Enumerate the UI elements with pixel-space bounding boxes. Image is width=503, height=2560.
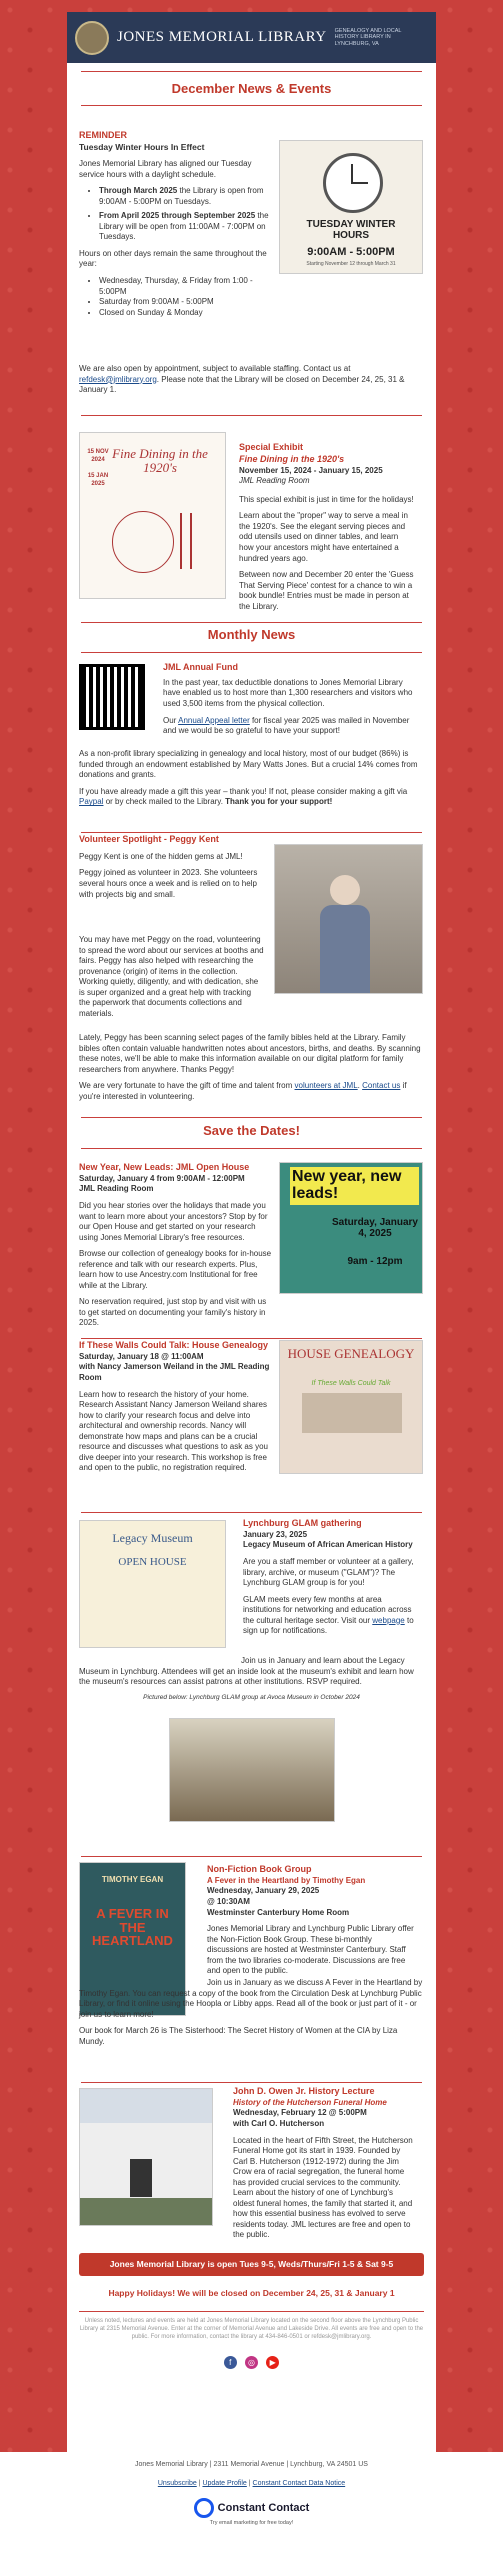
event-when: Saturday, January 4 from 9:00AM - 12:00PM bbox=[79, 1173, 245, 1183]
avatar bbox=[330, 875, 360, 905]
divider bbox=[81, 1148, 422, 1149]
youtube-icon[interactable]: ▶ bbox=[266, 2356, 279, 2369]
volunteer-section-bottom: Lately, Peggy has been scanning select pages of the family bibles held at the Library. Family bibles often contain valuable handwritten notes about ancestors, births, and deaths. By scanning these notes, we'll be able to make this information available on our digital platform for family researchers from anywhere. Thanks Peggy! We are very fortunate to have the gift of time and talent from volunteers at JML. Contact us if you're interested in volunteering. bbox=[79, 1033, 424, 1108]
fine-dining-image bbox=[79, 432, 226, 599]
data-notice-link[interactable]: Constant Contact Data Notice bbox=[252, 2480, 346, 2488]
flyer-subtitle: OPEN HOUSE bbox=[118, 1556, 187, 1568]
event-house-genealogy bbox=[79, 1340, 274, 1480]
divider bbox=[81, 415, 422, 416]
newsletter-card bbox=[67, 12, 436, 2460]
qr-code-icon[interactable] bbox=[79, 664, 145, 730]
exhibit-title: Fine Dining in the 1920's bbox=[239, 453, 345, 464]
exhibit-place: JML Reading Room bbox=[239, 476, 310, 486]
divider bbox=[81, 832, 422, 833]
constant-contact-icon bbox=[194, 2498, 214, 2518]
exhibit-section bbox=[239, 442, 415, 618]
email-link[interactable]: refdesk@jmlibrary.org bbox=[79, 374, 157, 384]
flyer-subtitle: If These Walls Could Talk bbox=[311, 1380, 391, 1387]
glam-webpage-link[interactable]: webpage bbox=[372, 1615, 405, 1625]
event-where: with Nancy Jamerson Weiland in the JML Reading Room bbox=[79, 1362, 270, 1382]
divider bbox=[81, 2082, 422, 2083]
event-where: Westminster Canterbury Home Room bbox=[207, 1907, 350, 1917]
social-links bbox=[79, 2356, 424, 2369]
volunteer-text: Peggy joined as volunteer in 2023. She volunteers several hours once a week and is relied on to help with projects big and small. bbox=[79, 868, 258, 899]
event-title: Non-Fiction Book Group bbox=[207, 1864, 312, 1874]
update-profile-link[interactable]: Update Profile bbox=[202, 2480, 247, 2488]
divider bbox=[81, 1338, 422, 1339]
book-title: A FEVER IN THE HEARTLAND bbox=[92, 1906, 173, 1949]
plate-icon bbox=[112, 511, 174, 573]
event-when: Saturday, January 18 @ 11:00AM bbox=[79, 1351, 204, 1361]
event-text: Join us in January as we discuss A Fever in the Heartland by Timothy Egan. You can request a copy of the book from the Circulation Desk at Lynchburg Public Library, or find it online using the Hoopla or Libby apps. Read all of the book or just part of it - or join us to learn more! bbox=[79, 1978, 423, 2019]
hours-band-wrap bbox=[79, 2253, 424, 2369]
divider bbox=[81, 1512, 422, 1513]
event-book-group bbox=[207, 1864, 415, 1983]
fund-section-lower: As a non-profit library specializing in genealogy and local history, most of our budget (86%) is funded through an endowment established by Mary Watts Jones. But a crucial 14% comes from donations and grants. If you have already made a gift this year – thank you! If not, please consider making a gift via Paypal or by check mailed to the Library. Thank you for your support! bbox=[79, 749, 424, 814]
flyer-time: 9am - 12pm bbox=[347, 1256, 403, 1267]
event-title: John D. Owen Jr. History Lecture bbox=[233, 2086, 375, 2096]
event-book-group-lower bbox=[79, 1978, 424, 2053]
winter-hours-image bbox=[279, 140, 423, 274]
constant-contact-logo[interactable]: Constant Contact bbox=[0, 2498, 503, 2518]
divider bbox=[81, 652, 422, 653]
flyer-title: HOUSE GENEALOGY bbox=[287, 1346, 415, 1361]
event-text: Our book for March 26 is The Sisterhood: The Secret History of Women at the CIA by Liza Mundy. bbox=[79, 2026, 398, 2046]
holiday-notice: Happy Holidays! We will be closed on December 24, 25, 31 & January 1 bbox=[108, 2288, 395, 2299]
instagram-icon[interactable]: ◎ bbox=[245, 2356, 258, 2369]
book-author: TIMOTHY EGAN bbox=[101, 1875, 164, 1884]
event-title: New Year, New Leads: JML Open House bbox=[79, 1162, 250, 1172]
event-glam: Lynchburg GLAM gathering January 23, 2025 Legacy Museum of African American History Are you a staff member or volunteer at a gallery, library, archive, or museum ("GLAM")? The Lynchburg GLAM group is for you! GLAM meets every few months at area institutions for networking and education across the cultural heritage sector. Visit our webpage to sign up for notifications. bbox=[243, 1518, 414, 1636]
library-seal-icon bbox=[75, 21, 109, 55]
image-note: Starting November 12 through March 31 bbox=[306, 261, 396, 267]
funeral-home-photo bbox=[79, 2088, 213, 2226]
house-genealogy-flyer bbox=[279, 1340, 423, 1474]
hours-band: Jones Memorial Library is open Tues 9-5, Weds/Thurs/Fri 1-5 & Sat 9-5 bbox=[79, 2253, 424, 2276]
fork-icon bbox=[180, 513, 182, 569]
divider bbox=[81, 105, 422, 106]
glam-group-photo bbox=[169, 1718, 335, 1822]
event-when: January 23, 2025 bbox=[243, 1529, 308, 1539]
volunteer-section bbox=[79, 834, 264, 906]
image-date: 15 JAN 2025 bbox=[87, 473, 109, 487]
library-title: JONES MEMORIAL LIBRARY bbox=[117, 28, 327, 45]
volunteer-text: You may have met Peggy on the road, volunteering to spread the word about our services at booths and fairs. Peggy has also helped with researching the provenance (origin) of items in the collection. Working quietly, diligently, and with dedication, she is super organized and a great help with tracking the paperwork that documents collections and materials. bbox=[79, 935, 264, 1018]
fund-text: As a non-profit library specializing in genealogy and local history, most of our budget (86%) is funded through an endowment established by Mary Watts Jones. But a crucial 14% comes from donations and grants. bbox=[79, 749, 418, 780]
reminder-text: Jones Memorial Library has aligned our Tuesday service hours with a daylight schedule. bbox=[79, 159, 252, 179]
event-when: Wednesday, January 29, 2025 bbox=[207, 1886, 320, 1896]
list-item: • Wednesday, Thursday, & Friday from 1:00 - 5:00PM bbox=[99, 276, 269, 297]
list-item: • Through March 2025 the Library is open from 9:00AM - 5:00PM on Tuesdays. bbox=[99, 186, 269, 207]
photo-caption: Pictured below: Lynchburg GLAM group at Avoca Museum in October 2024 bbox=[143, 1693, 360, 1701]
divider bbox=[81, 1117, 422, 1118]
event-title: Lynchburg GLAM gathering bbox=[243, 1518, 362, 1528]
divider bbox=[79, 2311, 424, 2312]
volunteer-text: Lately, Peggy has been scanning select pages of the family bibles held at the Library. Family bibles often contain valuable handwritten notes about ancestors, births, and deaths. By scanning these notes, we'll be able to make this information available on our digital platform for family researchers from anywhere. Thanks Peggy! bbox=[79, 1033, 421, 1074]
header-banner bbox=[67, 12, 436, 63]
library-tagline: GENEALOGY AND LOCAL HISTORY LIBRARY IN LYNCHBURG, VA bbox=[334, 27, 402, 47]
knife-icon bbox=[190, 513, 192, 569]
monthly-news-title: Monthly News bbox=[207, 627, 296, 642]
open-house-flyer bbox=[279, 1162, 423, 1294]
event-time: @ 10:30AM bbox=[207, 1896, 250, 1906]
exhibit-text: Between now and December 20 enter the 'Guess That Serving Piece' contest for a chance to win a book bundle! Entries must be made in person at the Library. bbox=[239, 570, 414, 611]
list-item: • From April 2025 through September 2025 the Library will be open from 11:00AM - 7:00PM on Tuesdays. bbox=[99, 211, 269, 243]
save-the-dates-title: Save the Dates! bbox=[203, 1123, 300, 1138]
legacy-museum-flyer bbox=[79, 1520, 226, 1648]
event-where: with Carl O. Hutcherson bbox=[233, 2118, 325, 2128]
footer-address: Jones Memorial Library | 2311 Memorial Avenue | Lynchburg, VA 24501 US bbox=[135, 2461, 368, 2468]
event-text: Browse our collection of genealogy books for in-house reference and talk with our research experts. Plus, learn how to use Ancestry.com Institutional for free while at the Library. bbox=[79, 1249, 272, 1290]
event-where: JML Reading Room bbox=[79, 1184, 154, 1194]
reminder-note: We are also open by appointment, subject to available staffing. Contact us at refdesk@jmlibrary.org. Please note that the Library will be closed on December 24, 25, 31 & January 1. bbox=[79, 364, 405, 395]
image-title: TUESDAY WINTER HOURS bbox=[306, 219, 396, 241]
paypal-link[interactable]: Paypal bbox=[79, 797, 104, 807]
fund-text: In the past year, tax deductible donations to Jones Memorial Library have enabled us to host more than 1,300 researchers and visitors who used 3,500 items from the physical collection. bbox=[163, 677, 413, 708]
event-text: Join us in January and learn about the Legacy Museum in Lynchburg. Attendees will get an inside look at the museum's exhibit and learn how the museum's resources can assist patrons at other institutions. RSVP required. bbox=[79, 1656, 414, 1687]
flyer-title: New year, new leads! bbox=[290, 1167, 419, 1205]
event-history-lecture bbox=[233, 2086, 415, 2247]
event-subtitle: History of the Hutcherson Funeral Home bbox=[233, 2097, 387, 2107]
event-title: If These Walls Could Talk: House Genealogy bbox=[79, 1340, 269, 1350]
event-when: Wednesday, February 12 @ 5:00PM bbox=[233, 2108, 367, 2118]
annual-appeal-link[interactable]: Annual Appeal letter bbox=[178, 715, 250, 725]
flyer-title: Legacy Museum bbox=[112, 1531, 193, 1545]
reminder-text: Hours on other days remain the same throughout the year: bbox=[79, 248, 267, 269]
image-hours: 9:00AM - 5:00PM bbox=[307, 246, 395, 258]
fund-section: JML Annual Fund In the past year, tax deductible donations to Jones Memorial Library have enabled us to host more than 1,300 researchers and visitors who used 3,500 items from the physical collection. Our Annual Appeal letter for fiscal year 2025 was mailed in November and we would be so grateful to have your support! bbox=[163, 662, 415, 743]
door-icon bbox=[130, 2159, 152, 2197]
exhibit-text: Learn about the "proper" way to serve a meal in the 1920's. See the elegant serving pieces and odd utensils used on dinner tables, and learn how your ancestors might have entertained a hundred years ago. bbox=[239, 511, 408, 563]
divider bbox=[81, 1856, 422, 1857]
email-footer: Jones Memorial Library | 2311 Memorial Avenue | Lynchburg, VA 24501 US Unsubscribe | Update Profile | Constant Contact Data Notice Constant Contact Try email marketing for free today! bbox=[0, 2452, 503, 2560]
divider bbox=[81, 71, 422, 72]
volunteer-title: Volunteer Spotlight - Peggy Kent bbox=[79, 834, 219, 844]
event-glam-lower bbox=[79, 1656, 424, 1708]
unsubscribe-link[interactable]: Unsubscribe bbox=[157, 2480, 197, 2488]
event-text: Are you a staff member or volunteer at a gallery, library, archive, or museum ("GLAM")? The Lynchburg GLAM group is for you! bbox=[243, 1556, 414, 1588]
event-subtitle: A Fever in the Heartland by Timothy Egan bbox=[207, 1875, 366, 1885]
facebook-icon[interactable]: f bbox=[224, 2356, 237, 2369]
house-icon bbox=[302, 1393, 402, 1433]
volunteer-text: Peggy Kent is one of the hidden gems at JML! bbox=[79, 851, 243, 861]
event-text: No reservation required, just stop by and visit with us to get started on documenting your family's history in 2025. bbox=[79, 1297, 267, 1328]
volunteers-link[interactable]: volunteers at JML bbox=[294, 1081, 358, 1091]
event-text: Jones Memorial Library and Lynchburg Public Library offer the Non-Fiction Book Group. These bi-monthly discussions are hosted at Westminster Canterbury. Staff from the two libraries co-moderate. Discussions are free and open to the public. bbox=[207, 1924, 414, 1976]
fine-print: Unless noted, lectures and events are held at Jones Memorial Library located on the second floor above the Lynchburg Public Library at 2315 Memorial Avenue. Enter at the corner of Memorial Avenue and Lakeside Drive. All events are free and open to the public. For more information, contact the library at 434-846-0501 or refdesk@jmlibrary.org. bbox=[79, 2318, 424, 2341]
clock-icon bbox=[323, 153, 383, 213]
constant-contact-tagline: Try email marketing for free today! bbox=[209, 2520, 294, 2527]
reminder-section bbox=[79, 130, 269, 324]
reminder-label: REMINDER bbox=[79, 130, 128, 140]
peggy-kent-photo bbox=[274, 844, 423, 994]
flyer-date: Saturday, January 4, 2025 bbox=[332, 1217, 418, 1239]
contact-us-link[interactable]: Contact us bbox=[362, 1081, 401, 1091]
list-item: • Closed on Sunday & Monday bbox=[99, 308, 269, 319]
event-text: Located in the heart of Fifth Street, the Hutcherson Funeral Home got its start in 1939. Founded by Carl B. Hutcherson (1912-1972) during the Jim Crow era of racial segregation, the funeral home has provided crucial services to the community. Learn about the history of one of Lynchburg's oldest funeral homes, the family that started it, and how this essential business has evolved to serve residents today. JML lectures are free and open to the public. bbox=[233, 2135, 413, 2240]
reminder-heading: Tuesday Winter Hours In Effect bbox=[79, 141, 205, 152]
event-open-house bbox=[79, 1162, 274, 1335]
event-text: Did you hear stories over the holidays that made you want to learn more about your ancestors? Stop by for our Open House and get started on your research using Jones Memorial Library's free resources. bbox=[79, 1200, 268, 1242]
page-title: December News & Events bbox=[171, 81, 332, 96]
event-text: Learn how to research the history of your home. Research Assistant Nancy Jamerson Weiland shares how to clarify your research focus and delve into architectural and ownership records. Nancy will demonstrate how maps and plans can be a crucial resource and discusses what questions to ask as you dive deeper into your research. This workshop is free and open to the public, no registration required. bbox=[79, 1389, 268, 1473]
list-item: • Saturday from 9:00AM - 5:00PM bbox=[99, 297, 269, 308]
image-date: 15 NOV 2024 bbox=[87, 449, 109, 463]
exhibit-dates: November 15, 2024 - January 15, 2025 bbox=[239, 465, 383, 475]
divider bbox=[81, 622, 422, 623]
exhibit-label: Special Exhibit bbox=[239, 442, 304, 452]
image-title: Fine Dining in the 1920's bbox=[112, 446, 208, 476]
fund-title: JML Annual Fund bbox=[163, 662, 238, 672]
exhibit-text: This special exhibit is just in time for the holidays! bbox=[239, 494, 414, 504]
event-where: Legacy Museum of African American History bbox=[243, 1540, 413, 1550]
